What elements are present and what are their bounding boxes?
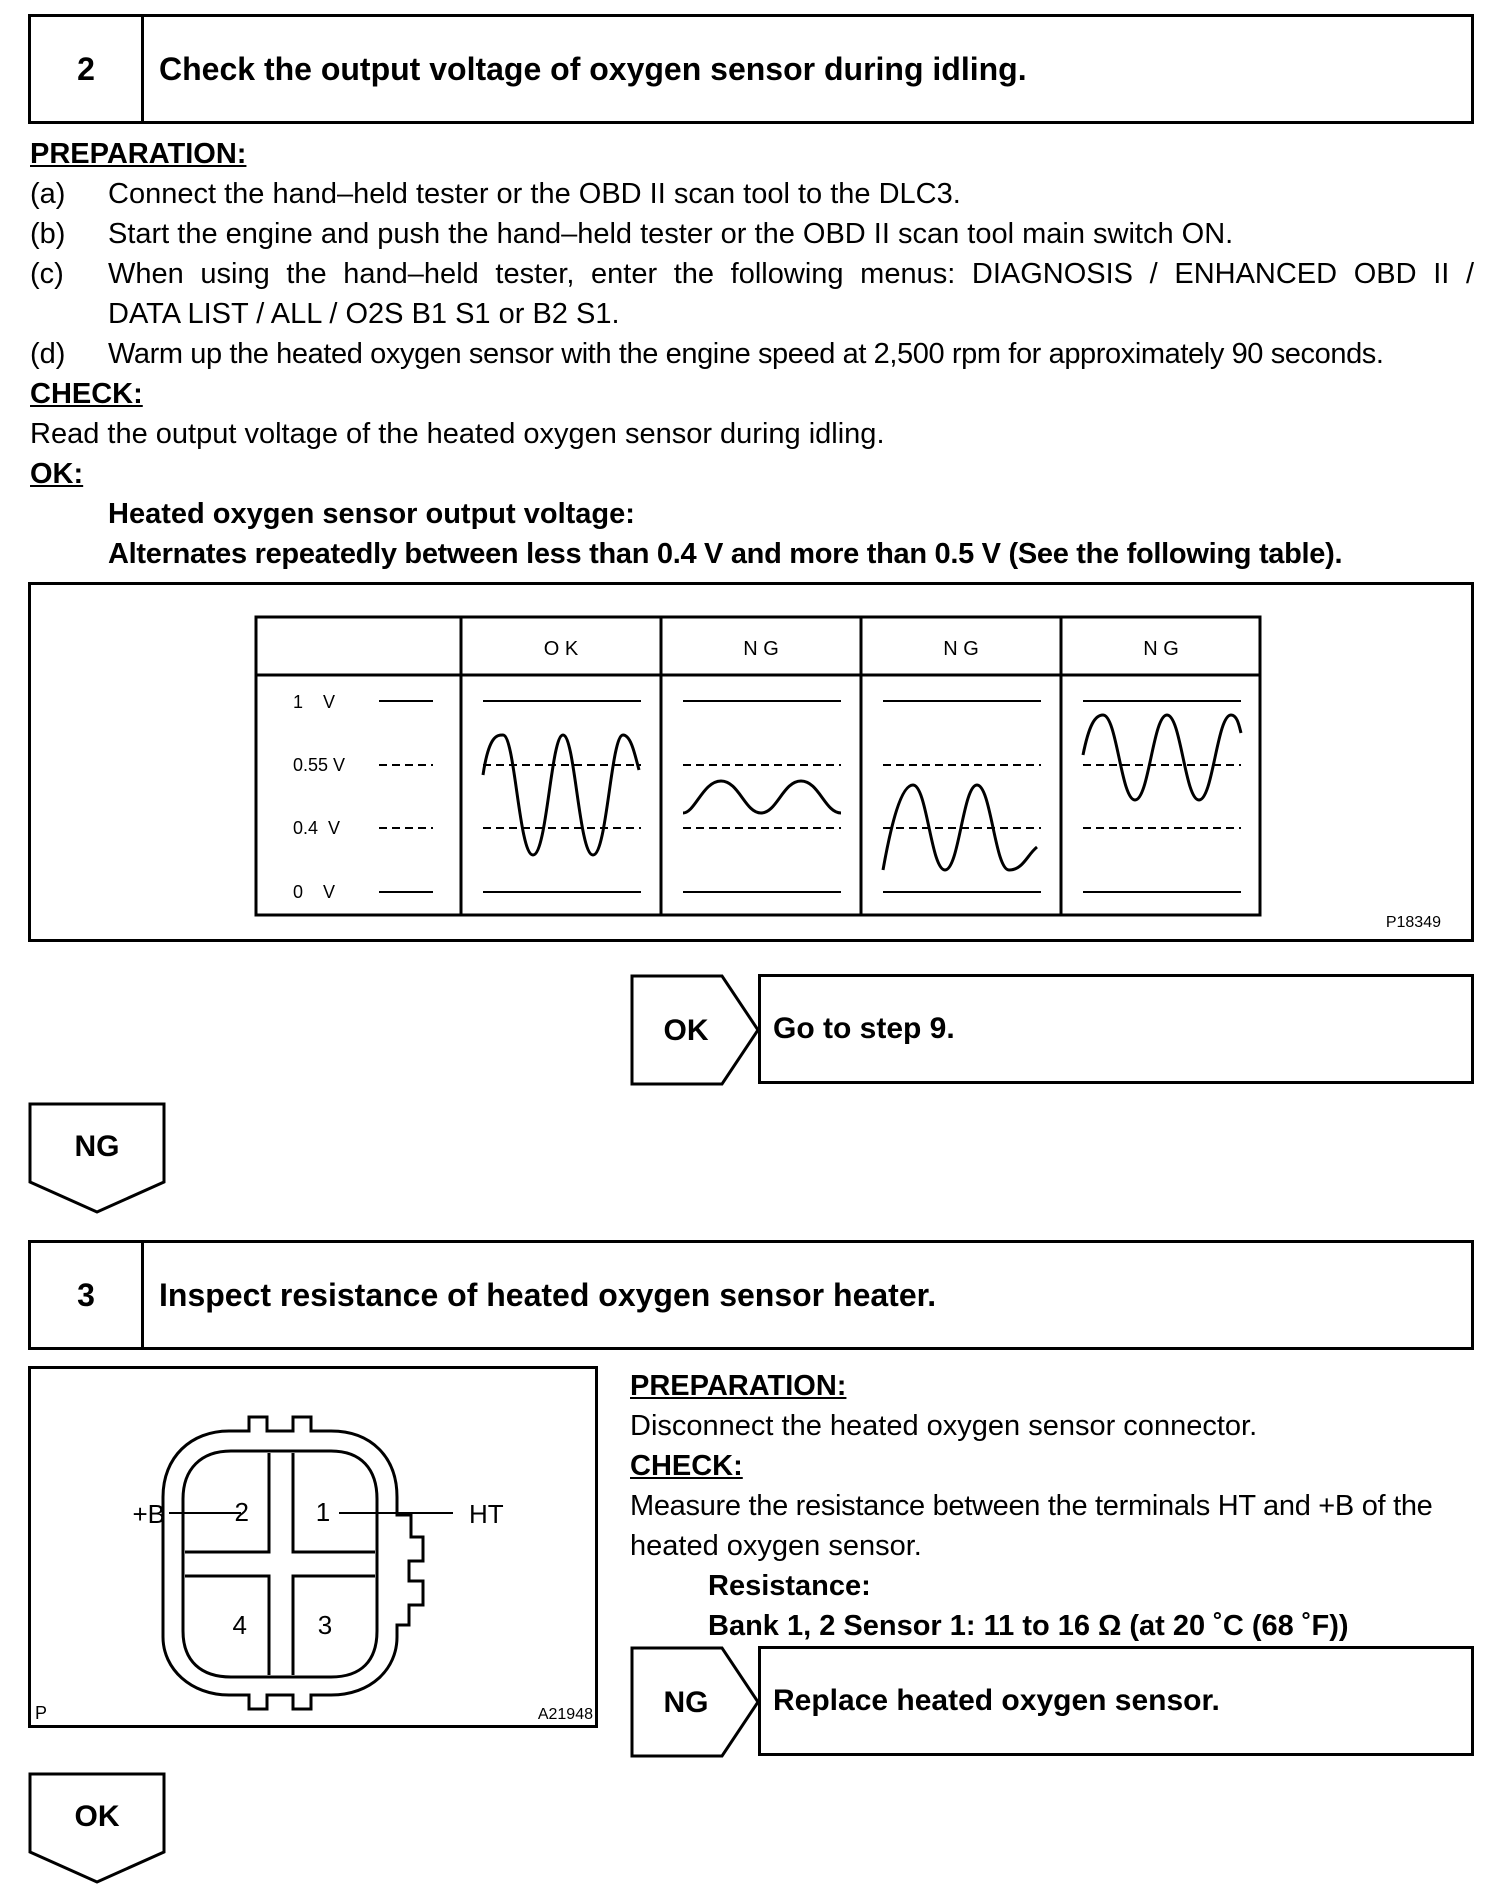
spec-label: Heated oxygen sensor output voltage: — [108, 498, 635, 530]
ng-branch-arrow — [630, 1646, 762, 1758]
prep-item-text: When using the hand–held tester, enter the following menus: DIAGNOSIS / ENHANCED OBD II / — [108, 258, 1474, 290]
ng-branch-label: NG — [663, 1686, 709, 1719]
ok-branch-label: OK — [74, 1800, 120, 1833]
prep-item-marker: (d) — [30, 338, 66, 370]
voltage-level-label: 0.4 V — [293, 818, 341, 838]
ok-branch-arrow — [28, 1772, 168, 1886]
ok-result-box — [758, 974, 1474, 1084]
step-3-header — [28, 1240, 1474, 1350]
ok-branch-label: OK — [663, 1014, 709, 1047]
prep-item-marker: (c) — [30, 258, 64, 290]
ok-branch-arrow — [630, 974, 762, 1086]
step-title: Check the output voltage of oxygen sensor during idling. — [159, 50, 1027, 87]
check-heading: CHECK: — [630, 1450, 743, 1482]
voltage-level-label: 0.55 V — [293, 755, 346, 775]
prep-item-text: Warm up the heated oxygen sensor with the engine speed at 2,500 rpm for approximately 90 seconds. — [108, 338, 1384, 370]
column-header: N G — [1143, 638, 1179, 660]
terminal-label-ht: HT — [469, 1499, 504, 1529]
waveform-table — [31, 585, 1471, 939]
ok-waveform — [483, 735, 639, 855]
preparation-heading: PREPARATION: — [630, 1370, 847, 1402]
ok-heading: OK: — [30, 458, 84, 490]
column-header: O K — [543, 638, 579, 660]
terminal-number: 2 — [234, 1497, 249, 1527]
preparation-text: Disconnect the heated oxygen sensor connector. — [630, 1410, 1258, 1442]
ng-result-box — [758, 1646, 1474, 1756]
check-text: heated oxygen sensor. — [630, 1530, 922, 1562]
step-2-header — [28, 14, 1474, 124]
column-header: N G — [943, 638, 979, 660]
connector-figure — [28, 1366, 598, 1728]
spec-label: Resistance: — [708, 1570, 871, 1602]
ng-waveform-rich — [1083, 715, 1241, 800]
figure-code: A21948 — [537, 1706, 593, 1723]
ng-branch-arrow — [28, 1102, 168, 1216]
connector-diagram — [31, 1369, 595, 1725]
voltage-level-label: 0 V — [293, 882, 336, 902]
prep-item-text: DATA LIST / ALL / O2S B1 S1 or B2 S1. — [108, 298, 620, 330]
prep-item-marker: (b) — [30, 218, 66, 250]
preparation-heading: PREPARATION: — [30, 138, 247, 170]
spec-value: Bank 1, 2 Sensor 1: 11 to 16 Ω (at 20 ˚C (68 ˚F)) — [708, 1610, 1349, 1642]
check-text: Read the output voltage of the heated oxygen sensor during idling. — [30, 418, 885, 450]
voltage-waveform-figure — [28, 582, 1474, 942]
prep-item-text: Connect the hand–held tester or the OBD II scan tool to the DLC3. — [108, 178, 961, 210]
column-header: N G — [743, 638, 779, 660]
ng-result-text: Replace heated oxygen sensor. — [773, 1684, 1220, 1717]
prep-item-text: Start the engine and push the hand–held tester or the OBD II scan tool main switch ON. — [108, 218, 1234, 250]
ok-result-text: Go to step 9. — [773, 1012, 955, 1045]
terminal-label-plus-b: +B — [132, 1499, 165, 1529]
terminal-number: 4 — [232, 1610, 247, 1640]
check-text: Measure the resistance between the terminals HT and +B of the — [630, 1490, 1433, 1522]
step-number: 3 — [31, 1243, 144, 1347]
step-number: 2 — [31, 17, 144, 121]
check-heading: CHECK: — [30, 378, 143, 410]
spec-value: Alternates repeatedly between less than 0.4 V and more than 0.5 V (See the following table). — [108, 538, 1343, 570]
ng-branch-label: NG — [74, 1130, 120, 1163]
terminal-number: 1 — [315, 1497, 331, 1527]
ng-waveform-low-amplitude — [683, 781, 841, 813]
figure-code: P18349 — [1385, 914, 1441, 931]
figure-corner-label: P — [35, 1703, 48, 1723]
voltage-level-label: 1 V — [293, 692, 336, 712]
prep-item-marker: (a) — [30, 178, 66, 210]
step-title: Inspect resistance of heated oxygen sensor heater. — [159, 1276, 937, 1313]
terminal-number: 3 — [317, 1610, 333, 1640]
